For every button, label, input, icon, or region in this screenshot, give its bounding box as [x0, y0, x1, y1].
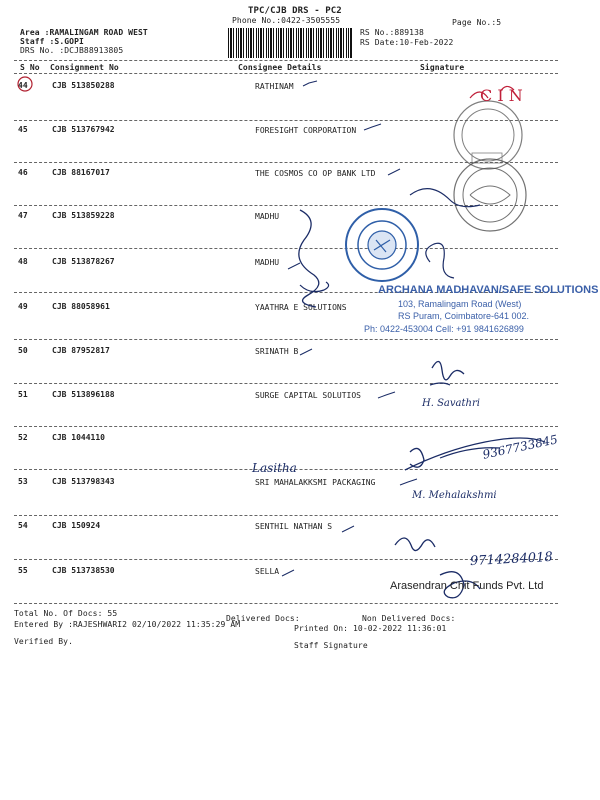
row-consignment: CJB 88058961	[52, 302, 110, 311]
insurance-seal-icon	[346, 209, 418, 281]
row-sno: 55	[18, 566, 28, 575]
handwritten-name-1: H. Savathri	[422, 398, 480, 409]
row-consignee: FORESIGHT CORPORATION	[255, 126, 357, 135]
row-sno: 46	[18, 168, 28, 177]
row-sno: 47	[18, 211, 28, 220]
row-consignee: SRI MAHALAKKSMI PACKAGING	[255, 478, 376, 487]
row-sno: 53	[18, 477, 28, 486]
rs-date: RS Date:10-Feb-2022	[360, 38, 454, 47]
circle-mark-icon	[18, 77, 32, 91]
row-consignment: CJB 513878267	[52, 257, 115, 266]
row-consignee: THE COSMOS CO OP BANK LTD	[255, 169, 376, 178]
phone-number: Phone No.:0422-3505555	[232, 16, 341, 25]
row-sno: 54	[18, 521, 28, 530]
row-sno: 49	[18, 302, 28, 311]
row-sno: 50	[18, 346, 28, 355]
stamp-phone: Ph: 0422-453004 Cell: +91 9841626899	[364, 324, 524, 334]
staff-signature-label: Staff Signature	[294, 641, 368, 650]
row-consignment: CJB 150924	[52, 521, 101, 530]
area-label: Area :RAMALINGAM ROAD WEST	[20, 28, 148, 37]
handwritten-phone-1: 9367733845	[481, 432, 559, 462]
row-consignment: CJB 1044110	[52, 433, 105, 442]
staff-label: Staff :S.GOPI	[20, 37, 84, 46]
handwritten-name-3: Lasitha	[252, 461, 297, 475]
delivered-docs: Delivered Docs:	[226, 614, 300, 623]
document-title: TPC/CJB DRS - PC2	[248, 6, 342, 16]
row-consignee: RATHINAM	[255, 82, 294, 91]
verified-by: Verified By.	[14, 637, 73, 646]
handwritten-phone-2: 9714284018	[469, 549, 554, 570]
row-sno: 44	[18, 81, 28, 90]
row-sno: 52	[18, 433, 28, 442]
row-consignment: CJB 513896188	[52, 390, 115, 399]
non-delivered-docs: Non Delivered Docs:	[362, 614, 456, 623]
col-consignee: Consignee Details	[238, 63, 322, 72]
signature-scribble	[299, 210, 319, 307]
row-sno: 45	[18, 125, 28, 134]
row-consignee: SURGE CAPITAL SOLUTIOS	[255, 391, 361, 400]
row-consignment: CJB 87952817	[52, 346, 110, 355]
col-sno: S No	[20, 63, 40, 72]
total-docs: Total No. Of Docs: 55	[14, 609, 118, 618]
row-consignment: CJB 513738530	[52, 566, 115, 575]
row-sno: 51	[18, 390, 28, 399]
row-sno: 48	[18, 257, 28, 266]
col-signature: Signature	[420, 63, 465, 72]
row-consignee: MADHU	[255, 258, 280, 267]
entered-by: Entered By :RAJESHWARI2 02/10/2022 11:35:29 AM	[14, 620, 241, 629]
row-consignee: SELLA	[255, 567, 280, 576]
arasendran-stamp: Arasendran Chit Funds Pvt. Ltd	[390, 580, 544, 592]
bank-seal-icon	[454, 159, 526, 231]
rs-number: RS No.:889138	[360, 28, 424, 37]
drs-number: DRS No. :DCJB88913805	[20, 46, 124, 55]
row-consignment: CJB 513798343	[52, 477, 115, 486]
stamp-company-name: ARCHANA MADHAVAN/SAFE SOLUTIONS	[378, 284, 599, 296]
row-consignee: SENTHIL NATHAN S	[255, 522, 333, 531]
stamp-address-2: RS Puram, Coimbatore-641 002.	[398, 311, 530, 321]
printed-on: Printed On: 10-02-2022 11:36:01	[294, 624, 447, 633]
row-consignment: CJB 88167017	[52, 168, 110, 177]
handwritten-name-2: M. Mehalakshmi	[412, 490, 497, 501]
page-number: Page No.:5	[452, 18, 502, 27]
row-consignment: CJB 513850288	[52, 81, 115, 90]
row-consignment: CJB 513859228	[52, 211, 115, 220]
stamp-address-1: 103, Ramalingam Road (West)	[398, 299, 522, 309]
col-consignment: Consignment No	[50, 63, 119, 72]
row-consignee: MADHU	[255, 212, 280, 221]
row-consignee: YAATHRA E SOLUTIONS	[255, 303, 347, 312]
row-consignment: CJB 513767942	[52, 125, 115, 134]
cin-handwritten: C I N	[480, 86, 523, 105]
row-consignee: SRINATH B	[255, 347, 299, 356]
